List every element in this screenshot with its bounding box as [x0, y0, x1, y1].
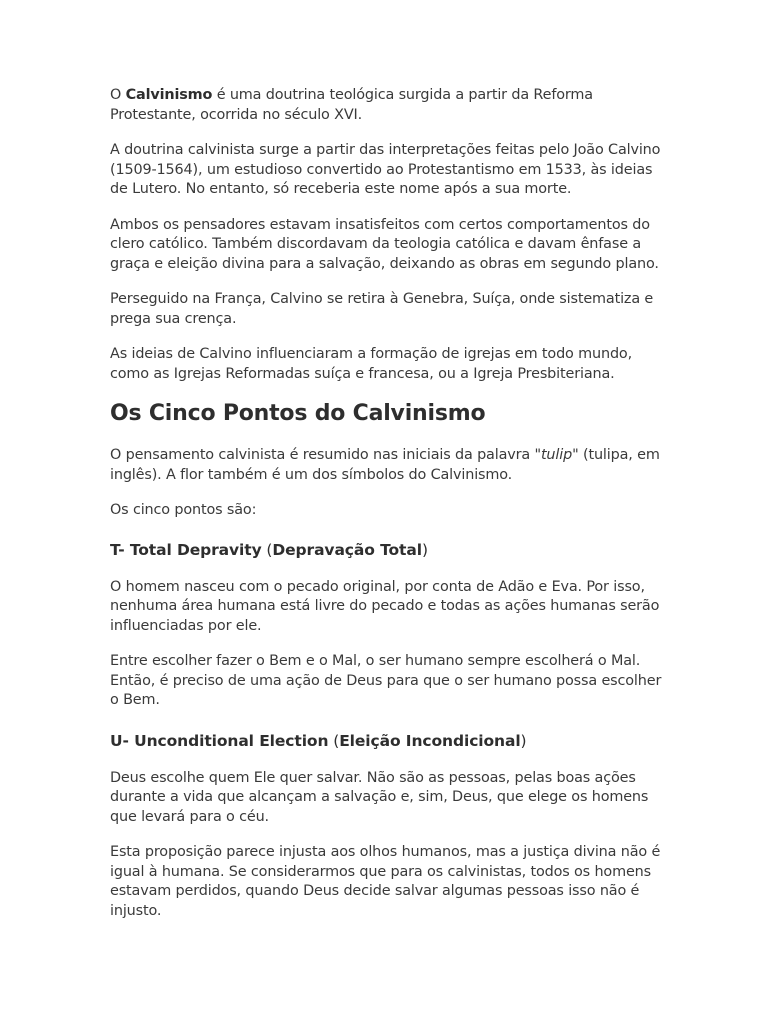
point-t-close-paren: ): [421, 540, 428, 559]
tulip-italic: "tulip": [534, 447, 579, 463]
paragraph-influence: As ideias de Calvino influenciaram a formação de igrejas em todo mundo, como as Igrejas Reformadas suíça e francesa, ou a Igreja Presbiteriana.: [110, 346, 633, 382]
paragraph-tulip: [110, 446, 662, 485]
point-u-title: U- Unconditional Election: [110, 731, 329, 750]
point-u-heading: [110, 731, 662, 752]
point-t-title: T- Total Depravity: [110, 540, 262, 559]
point-t-subtitle: Depravação Total: [272, 540, 422, 559]
point-t-paragraph: Entre escolher fazer o Bem e o Mal, o ser humano sempre escolherá o Mal. Então, é preciso de uma ação de Deus para que o ser humano possa escolher o Bem.: [110, 653, 662, 708]
point-u-open-paren: (: [328, 731, 340, 750]
paragraph-thinkers: Ambos os pensadores estavam insatisfeitos com certos comportamentos do clero católico. Também discordavam da teologia católica e davam ênfase a graça e eleição divina para a salvação, deixando as obras em segundo plano.: [110, 216, 659, 272]
point-t-open-paren: (: [261, 540, 273, 559]
paragraph-intro: [110, 86, 662, 125]
point-t-heading: [110, 540, 662, 561]
calvinismo-bold: Calvinismo: [125, 87, 213, 103]
point-u-subtitle: Eleição Incondicional: [339, 731, 521, 750]
paragraph-geneva: Perseguido na França, Calvino se retira à Genebra, Suíça, onde sistematiza e prega sua crença.: [110, 291, 654, 327]
tulip-after: (tulipa, em inglês). A flor também é um dos símbolos do Calvinismo.: [110, 447, 660, 483]
paragraph-origin: A doutrina calvinista surge a partir das interpretações feitas pelo João Calvino (1509-1564), um estudioso convertido ao Protestantismo em 1533, às ideias de Lutero. No entanto, só receberia este nome após a sua morte.: [110, 142, 661, 197]
intro-rest: é uma doutrina teológica surgida a partir da Reforma Protestante, ocorrida no século XVI.: [110, 87, 593, 123]
document-page: [110, 86, 662, 937]
section-title: Os Cinco Pontos do Calvinismo: [110, 401, 486, 426]
intro-prefix: O: [110, 87, 126, 103]
point-t-paragraph: O homem nasceu com o pecado original, por conta de Adão e Eva. Por isso, nenhuma área humana está livre do pecado e todas as ações humanas serão influenciadas por ele.: [110, 578, 660, 634]
point-u-paragraph: Esta proposição parece injusta aos olhos humanos, mas a justiça divina não é igual à humana. Se considerarmos que para os calvinistas, todos os homens estavam perdidos, quando Deus decide salvar algumas pessoas isso não é injusto.: [110, 844, 661, 919]
point-u-close-paren: ): [520, 731, 527, 750]
paragraph-points-intro: Os cinco pontos são:: [110, 502, 257, 518]
point-u-paragraph: Deus escolhe quem Ele quer salvar. Não são as pessoas, pelas boas ações durante a vida que alcançam a salvação e, sim, Deus, que elege os homens que levará para o céu.: [110, 769, 649, 825]
tulip-before: O pensamento calvinista é resumido nas iniciais da palavra: [110, 447, 535, 463]
